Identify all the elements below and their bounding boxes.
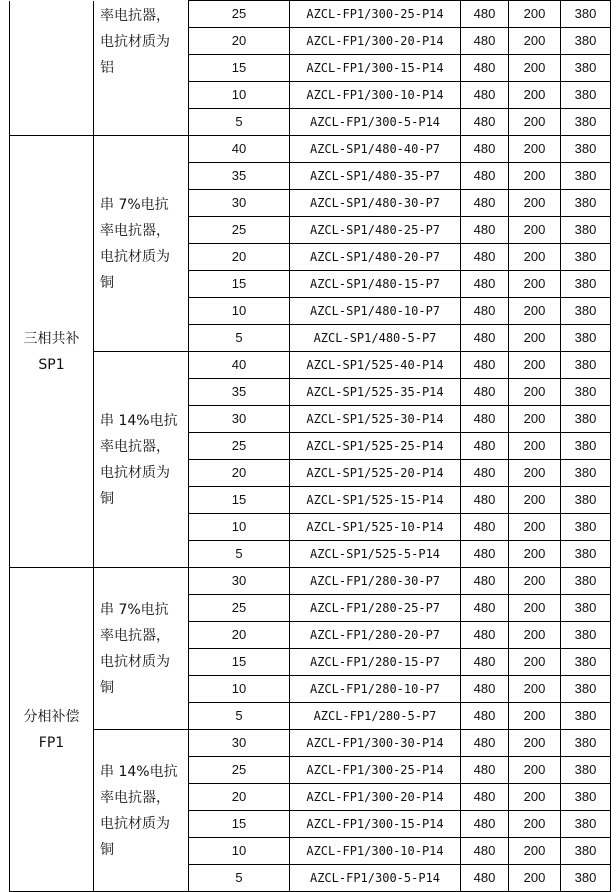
model-cell: AZCL-FP1/300-5-P14 bbox=[290, 865, 461, 892]
group-description: 串 14%电抗率电抗器，电抗材质为铜 bbox=[94, 730, 189, 892]
capacity-cell: 5 bbox=[189, 541, 290, 568]
model-cell: AZCL-SP1/525-40-P14 bbox=[290, 352, 461, 379]
value-380-cell: 380 bbox=[561, 757, 611, 784]
value-480-cell: 480 bbox=[461, 136, 509, 163]
model-cell: AZCL-FP1/280-5-P7 bbox=[290, 703, 461, 730]
value-200-cell: 200 bbox=[509, 865, 561, 892]
capacity-cell: 40 bbox=[189, 136, 290, 163]
value-480-cell: 480 bbox=[461, 244, 509, 271]
model-cell: AZCL-FP1/300-5-P14 bbox=[290, 109, 461, 136]
value-200-cell: 200 bbox=[509, 55, 561, 82]
value-380-cell: 380 bbox=[561, 82, 611, 109]
value-200-cell: 200 bbox=[509, 757, 561, 784]
value-200-cell: 200 bbox=[509, 352, 561, 379]
value-480-cell: 480 bbox=[461, 109, 509, 136]
model-cell: AZCL-SP1/480-25-P7 bbox=[290, 217, 461, 244]
value-480-cell: 480 bbox=[461, 217, 509, 244]
value-480-cell: 480 bbox=[461, 568, 509, 595]
capacity-cell: 25 bbox=[189, 1, 290, 28]
value-200-cell: 200 bbox=[509, 676, 561, 703]
model-cell: AZCL-FP1/300-30-P14 bbox=[290, 730, 461, 757]
value-480-cell: 480 bbox=[461, 676, 509, 703]
value-200-cell: 200 bbox=[509, 406, 561, 433]
capacity-cell: 30 bbox=[189, 190, 290, 217]
capacity-cell: 15 bbox=[189, 55, 290, 82]
model-cell: AZCL-FP1/300-25-P14 bbox=[290, 1, 461, 28]
capacity-cell: 15 bbox=[189, 811, 290, 838]
value-480-cell: 480 bbox=[461, 271, 509, 298]
table-row bbox=[10, 568, 611, 595]
model-cell: AZCL-FP1/300-20-P14 bbox=[290, 28, 461, 55]
group-description: 率电抗器，电抗材质为铝 bbox=[94, 1, 189, 136]
value-480-cell: 480 bbox=[461, 298, 509, 325]
value-380-cell: 380 bbox=[561, 271, 611, 298]
model-cell: AZCL-FP1/280-10-P7 bbox=[290, 676, 461, 703]
value-480-cell: 480 bbox=[461, 325, 509, 352]
model-cell: AZCL-SP1/525-25-P14 bbox=[290, 433, 461, 460]
value-380-cell: 380 bbox=[561, 325, 611, 352]
value-200-cell: 200 bbox=[509, 595, 561, 622]
value-480-cell: 480 bbox=[461, 541, 509, 568]
value-480-cell: 480 bbox=[461, 163, 509, 190]
value-480-cell: 480 bbox=[461, 514, 509, 541]
capacity-cell: 10 bbox=[189, 514, 290, 541]
value-200-cell: 200 bbox=[509, 379, 561, 406]
model-cell: AZCL-SP1/525-35-P14 bbox=[290, 379, 461, 406]
value-200-cell: 200 bbox=[509, 730, 561, 757]
value-380-cell: 380 bbox=[561, 541, 611, 568]
category-cell bbox=[10, 136, 94, 568]
value-480-cell: 480 bbox=[461, 28, 509, 55]
value-480-cell: 480 bbox=[461, 649, 509, 676]
spec-table bbox=[9, 0, 611, 892]
group-description: 串 7%电抗率电抗器，电抗材质为铜 bbox=[94, 568, 189, 730]
model-cell: AZCL-FP1/300-10-P14 bbox=[290, 838, 461, 865]
model-cell: AZCL-SP1/525-5-P14 bbox=[290, 541, 461, 568]
value-480-cell: 480 bbox=[461, 352, 509, 379]
value-200-cell: 200 bbox=[509, 1, 561, 28]
capacity-cell: 30 bbox=[189, 568, 290, 595]
capacity-cell: 5 bbox=[189, 865, 290, 892]
value-480-cell: 480 bbox=[461, 379, 509, 406]
capacity-cell: 15 bbox=[189, 649, 290, 676]
value-380-cell: 380 bbox=[561, 460, 611, 487]
value-480-cell: 480 bbox=[461, 784, 509, 811]
value-380-cell: 380 bbox=[561, 1, 611, 28]
value-380-cell: 380 bbox=[561, 406, 611, 433]
capacity-cell: 40 bbox=[189, 352, 290, 379]
value-380-cell: 380 bbox=[561, 379, 611, 406]
value-380-cell: 380 bbox=[561, 433, 611, 460]
value-480-cell: 480 bbox=[461, 82, 509, 109]
value-200-cell: 200 bbox=[509, 433, 561, 460]
value-480-cell: 480 bbox=[461, 730, 509, 757]
value-480-cell: 480 bbox=[461, 460, 509, 487]
value-200-cell: 200 bbox=[509, 298, 561, 325]
capacity-cell: 10 bbox=[189, 298, 290, 325]
model-cell: AZCL-FP1/280-20-P7 bbox=[290, 622, 461, 649]
model-cell: AZCL-FP1/280-25-P7 bbox=[290, 595, 461, 622]
value-200-cell: 200 bbox=[509, 190, 561, 217]
model-cell: AZCL-SP1/525-10-P14 bbox=[290, 514, 461, 541]
table-row bbox=[10, 1, 611, 28]
model-cell: AZCL-SP1/525-15-P14 bbox=[290, 487, 461, 514]
group-description: 串 14%电抗率电抗器，电抗材质为铜 bbox=[94, 352, 189, 568]
capacity-cell: 30 bbox=[189, 730, 290, 757]
value-380-cell: 380 bbox=[561, 595, 611, 622]
value-480-cell: 480 bbox=[461, 55, 509, 82]
model-cell: AZCL-FP1/300-10-P14 bbox=[290, 82, 461, 109]
capacity-cell: 5 bbox=[189, 325, 290, 352]
value-480-cell: 480 bbox=[461, 757, 509, 784]
value-380-cell: 380 bbox=[561, 865, 611, 892]
capacity-cell: 20 bbox=[189, 244, 290, 271]
value-200-cell: 200 bbox=[509, 622, 561, 649]
value-200-cell: 200 bbox=[509, 649, 561, 676]
model-cell: AZCL-FP1/280-30-P7 bbox=[290, 568, 461, 595]
value-380-cell: 380 bbox=[561, 352, 611, 379]
value-200-cell: 200 bbox=[509, 568, 561, 595]
value-200-cell: 200 bbox=[509, 163, 561, 190]
value-380-cell: 380 bbox=[561, 298, 611, 325]
capacity-cell: 35 bbox=[189, 163, 290, 190]
value-380-cell: 380 bbox=[561, 568, 611, 595]
value-480-cell: 480 bbox=[461, 595, 509, 622]
category-cell bbox=[10, 1, 94, 136]
value-380-cell: 380 bbox=[561, 217, 611, 244]
model-cell: AZCL-SP1/480-5-P7 bbox=[290, 325, 461, 352]
model-cell: AZCL-SP1/480-35-P7 bbox=[290, 163, 461, 190]
value-200-cell: 200 bbox=[509, 271, 561, 298]
table-row bbox=[10, 730, 611, 757]
value-380-cell: 380 bbox=[561, 703, 611, 730]
value-200-cell: 200 bbox=[509, 703, 561, 730]
table-row bbox=[10, 352, 611, 379]
value-480-cell: 480 bbox=[461, 406, 509, 433]
capacity-cell: 25 bbox=[189, 217, 290, 244]
category-label: 三相共补 bbox=[23, 330, 80, 347]
model-cell: AZCL-FP1/300-15-P14 bbox=[290, 811, 461, 838]
value-480-cell: 480 bbox=[461, 811, 509, 838]
capacity-cell: 20 bbox=[189, 460, 290, 487]
value-380-cell: 380 bbox=[561, 109, 611, 136]
value-200-cell: 200 bbox=[509, 460, 561, 487]
value-200-cell: 200 bbox=[509, 28, 561, 55]
value-380-cell: 380 bbox=[561, 514, 611, 541]
value-380-cell: 380 bbox=[561, 622, 611, 649]
model-cell: AZCL-SP1/480-10-P7 bbox=[290, 298, 461, 325]
model-cell: AZCL-FP1/280-15-P7 bbox=[290, 649, 461, 676]
capacity-cell: 10 bbox=[189, 838, 290, 865]
model-cell: AZCL-FP1/300-25-P14 bbox=[290, 757, 461, 784]
value-200-cell: 200 bbox=[509, 136, 561, 163]
value-200-cell: 200 bbox=[509, 82, 561, 109]
value-480-cell: 480 bbox=[461, 1, 509, 28]
value-200-cell: 200 bbox=[509, 784, 561, 811]
model-cell: AZCL-FP1/300-20-P14 bbox=[290, 784, 461, 811]
model-cell: AZCL-FP1/300-15-P14 bbox=[290, 55, 461, 82]
category-cell bbox=[10, 568, 94, 892]
value-380-cell: 380 bbox=[561, 838, 611, 865]
capacity-cell: 20 bbox=[189, 622, 290, 649]
value-480-cell: 480 bbox=[461, 838, 509, 865]
value-200-cell: 200 bbox=[509, 325, 561, 352]
capacity-cell: 15 bbox=[189, 271, 290, 298]
capacity-cell: 20 bbox=[189, 784, 290, 811]
value-380-cell: 380 bbox=[561, 811, 611, 838]
value-480-cell: 480 bbox=[461, 190, 509, 217]
category-label: SP1 bbox=[38, 356, 65, 373]
model-cell: AZCL-SP1/525-20-P14 bbox=[290, 460, 461, 487]
value-200-cell: 200 bbox=[509, 541, 561, 568]
value-480-cell: 480 bbox=[461, 622, 509, 649]
capacity-cell: 20 bbox=[189, 28, 290, 55]
capacity-cell: 5 bbox=[189, 703, 290, 730]
value-380-cell: 380 bbox=[561, 244, 611, 271]
value-200-cell: 200 bbox=[509, 244, 561, 271]
value-200-cell: 200 bbox=[509, 487, 561, 514]
value-380-cell: 380 bbox=[561, 730, 611, 757]
model-cell: AZCL-SP1/525-30-P14 bbox=[290, 406, 461, 433]
value-380-cell: 380 bbox=[561, 784, 611, 811]
capacity-cell: 25 bbox=[189, 757, 290, 784]
value-200-cell: 200 bbox=[509, 838, 561, 865]
value-380-cell: 380 bbox=[561, 487, 611, 514]
capacity-cell: 25 bbox=[189, 433, 290, 460]
category-label: FP1 bbox=[38, 734, 65, 751]
value-380-cell: 380 bbox=[561, 28, 611, 55]
model-cell: AZCL-SP1/480-40-P7 bbox=[290, 136, 461, 163]
capacity-cell: 5 bbox=[189, 109, 290, 136]
table-row bbox=[10, 136, 611, 163]
category-label: 分相补偿 bbox=[23, 708, 80, 725]
model-cell: AZCL-SP1/480-15-P7 bbox=[290, 271, 461, 298]
capacity-cell: 15 bbox=[189, 487, 290, 514]
capacity-cell: 30 bbox=[189, 406, 290, 433]
value-200-cell: 200 bbox=[509, 109, 561, 136]
capacity-cell: 10 bbox=[189, 676, 290, 703]
capacity-cell: 25 bbox=[189, 595, 290, 622]
value-380-cell: 380 bbox=[561, 190, 611, 217]
group-description: 串 7%电抗率电抗器，电抗材质为铜 bbox=[94, 136, 189, 352]
value-380-cell: 380 bbox=[561, 649, 611, 676]
value-480-cell: 480 bbox=[461, 703, 509, 730]
value-380-cell: 380 bbox=[561, 55, 611, 82]
value-480-cell: 480 bbox=[461, 865, 509, 892]
value-200-cell: 200 bbox=[509, 811, 561, 838]
value-480-cell: 480 bbox=[461, 433, 509, 460]
model-cell: AZCL-SP1/480-20-P7 bbox=[290, 244, 461, 271]
value-480-cell: 480 bbox=[461, 487, 509, 514]
value-380-cell: 380 bbox=[561, 676, 611, 703]
capacity-cell: 10 bbox=[189, 82, 290, 109]
value-200-cell: 200 bbox=[509, 514, 561, 541]
value-380-cell: 380 bbox=[561, 163, 611, 190]
capacity-cell: 35 bbox=[189, 379, 290, 406]
value-380-cell: 380 bbox=[561, 136, 611, 163]
value-200-cell: 200 bbox=[509, 217, 561, 244]
model-cell: AZCL-SP1/480-30-P7 bbox=[290, 190, 461, 217]
